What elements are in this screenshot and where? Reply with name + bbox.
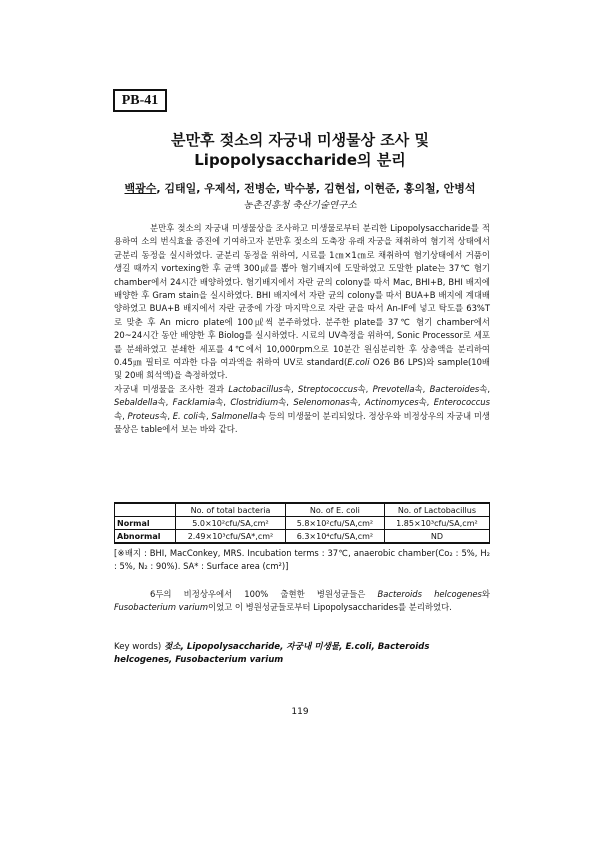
genus-name: Sebaldella (114, 397, 158, 408)
genus-suffix: 속, (414, 383, 430, 394)
abstract-body (114, 222, 490, 437)
genus-name: Clostridium (230, 397, 279, 408)
genus-name: Actinomyces (364, 397, 419, 408)
presenting-author: 백광수 (124, 182, 157, 195)
affiliation: 농촌진흥청 축산기술연구소 (243, 200, 357, 211)
table-header-row (115, 503, 490, 517)
genus-name: E. coli (172, 410, 198, 421)
genus-name: Proteus (127, 410, 160, 421)
genus-suffix: 속, (197, 410, 212, 421)
table-header-cell: No. of total bacteria (176, 503, 286, 517)
results-table (114, 502, 490, 544)
title-line-1: 분만후 젖소의 자궁내 미생물상 조사 및 (171, 131, 429, 149)
row-label: Abnormal (115, 530, 176, 544)
keywords-label: Key words) (114, 642, 162, 652)
table-row (115, 530, 490, 544)
results-paragraph (114, 383, 490, 437)
genus-suffix: 속, (357, 383, 373, 394)
methods-paragraph (114, 222, 490, 383)
genus-suffix: 속, (215, 397, 231, 408)
table-cell: ND (384, 530, 489, 544)
abstract-id-badge: PB-41 (113, 89, 167, 112)
table-cell: 5.0×10²cfu/SA,cm² (176, 517, 286, 530)
pathogen-species-1: Bacteroids helcogenes (377, 589, 482, 599)
genus-name: Facklamia (172, 397, 216, 408)
genus-name: Selenomonas (293, 397, 350, 408)
table-header-cell: No. of Lactobacillus (384, 503, 489, 517)
pathogen-text: 6두의 비정상우에서 100% 출현한 병원성균들은 (150, 589, 378, 599)
genus-name: Salmonella (211, 410, 258, 421)
table-header-cell (115, 503, 176, 517)
genus-name: Enterococcus (433, 397, 490, 408)
genus-suffix: 속, (349, 397, 365, 408)
genus-suffix: 속, (418, 397, 434, 408)
keywords (114, 641, 490, 668)
genus-suffix: 속, (282, 383, 298, 394)
genus-suffix: 속, (114, 410, 128, 421)
methods-text: 분만후 젖소의 자궁내 미생물상을 조사하고 미생물로부터 분리한 Lipopolysaccharide를 적용하여 소의 번식효율 증진에 기여하고자 분만후 젖소의 도축장 유래 자궁을 채취하여 혐기적 상태에서 균분리 동정을 실시하였다. 균분리 동정을 위하여, 시료를 1㎝×1㎝로 채취하여 혐기상태에서 거품이 생길 때까지 vortexing한 후 균액 300㎕를 뽑아 혐기배지에 도말하였고 도말한 plate는 37℃ 혐기chamber에서 24시간 배양하였다. 혐기배지에서 자란 균의 colony를 따서 Mac, BHI+B, BHI 배지에 배양한 후 Gram stain을 실시하였다. BHI 배지에서 자란 균의 colony를 따서 BUA+B 배지에 계대배양하였고 BUA+B 배지에서 자란 균중에 가장 마지막으로 자란 균을 따서 An-IF에 넣고 탁도를 63%T로 맞춘 후 An micro plate에 100㎕씩 분주하였다. 분주한 plate를 37℃ 혐기 chamber에서 20~24시간 동안 배양한 후 Biolog를 실시하였다. 시료의 UV측정을 위하여, Sonic Processor로 세포를 분쇄하였고 분쇄한 세포를 4℃에서 10,000rpm으로 10분간 원심분리한 후 상층액을 분리하여 0.45㎛ 필터로 여과한 다음 여과액을 취하여 UV로 standard( (114, 223, 490, 368)
results-tail: 등의 미생물이 분리되었다. 정상우와 비정상우의 자궁내 미생물상은 table에서 보는 바와 같다. (114, 410, 490, 435)
co-authors: , 김태일, 우제석, 전병순, 박수봉, 김현섭, 이현준, 홍의철, 안병석 (156, 182, 476, 195)
genus-name: Prevotella (372, 383, 415, 394)
table-header-cell: No. of E. coli (285, 503, 384, 517)
author-list (0, 180, 600, 196)
results-intro: 자궁내 미생물을 조사한 결과 (114, 383, 229, 394)
page-number: 119 (291, 707, 309, 717)
table-cell: 5.8×10²cfu/SA,cm² (285, 517, 384, 530)
table-cell: 1.85×10³cfu/SA,cm² (384, 517, 489, 530)
row-label: Normal (115, 517, 176, 530)
pathogen-text-tail: 이었고 이 병원성균들로부터 Lipopolysaccharides를 분리하였다. (208, 602, 452, 613)
table-cell: 2.49×10³cfu/SA*,cm² (176, 530, 286, 544)
keywords-terms: 젖소, Lipopolysaccharide, 자궁내 미생물, E.coli, Bacteroids helcogenes, Fusobacterium varium (114, 642, 430, 666)
pathogen-paragraph (114, 588, 490, 615)
table-cell: 6.3×10⁴cfu/SA,cm² (285, 530, 384, 544)
genus-name: Bacteroides (429, 383, 480, 394)
genus-name: Streptococcus (297, 383, 358, 394)
table-row (115, 517, 490, 530)
pathogen-species-2: Fusobacterium varium (114, 602, 208, 613)
genus-suffix: 속, (159, 410, 173, 421)
title-line-2: Lipopolysaccharide의 분리 (194, 151, 406, 169)
genus-name: Lactobacillus (228, 383, 283, 394)
table-note: [※배지 : BHI, MacConkey, MRS. Incubation terms : 37℃, anaerobic chamber(Co₂ : 5%, H₂ : 5%, N₂ : 90%). SA* : Surface area (cm²)] (114, 548, 490, 572)
ecoli-strain: E.coli (347, 357, 370, 368)
genus-suffix: 속, (278, 397, 294, 408)
pathogen-text-join: 와 (481, 589, 490, 599)
genus-suffix: 속, (479, 383, 491, 394)
genus-suffix: 속, (157, 397, 173, 408)
methods-text-tail: O26 B6 LPS)와 sample(10배 및 20배 희석액)을 측정하였다. (114, 357, 491, 381)
genus-suffix: 속 (257, 410, 269, 421)
